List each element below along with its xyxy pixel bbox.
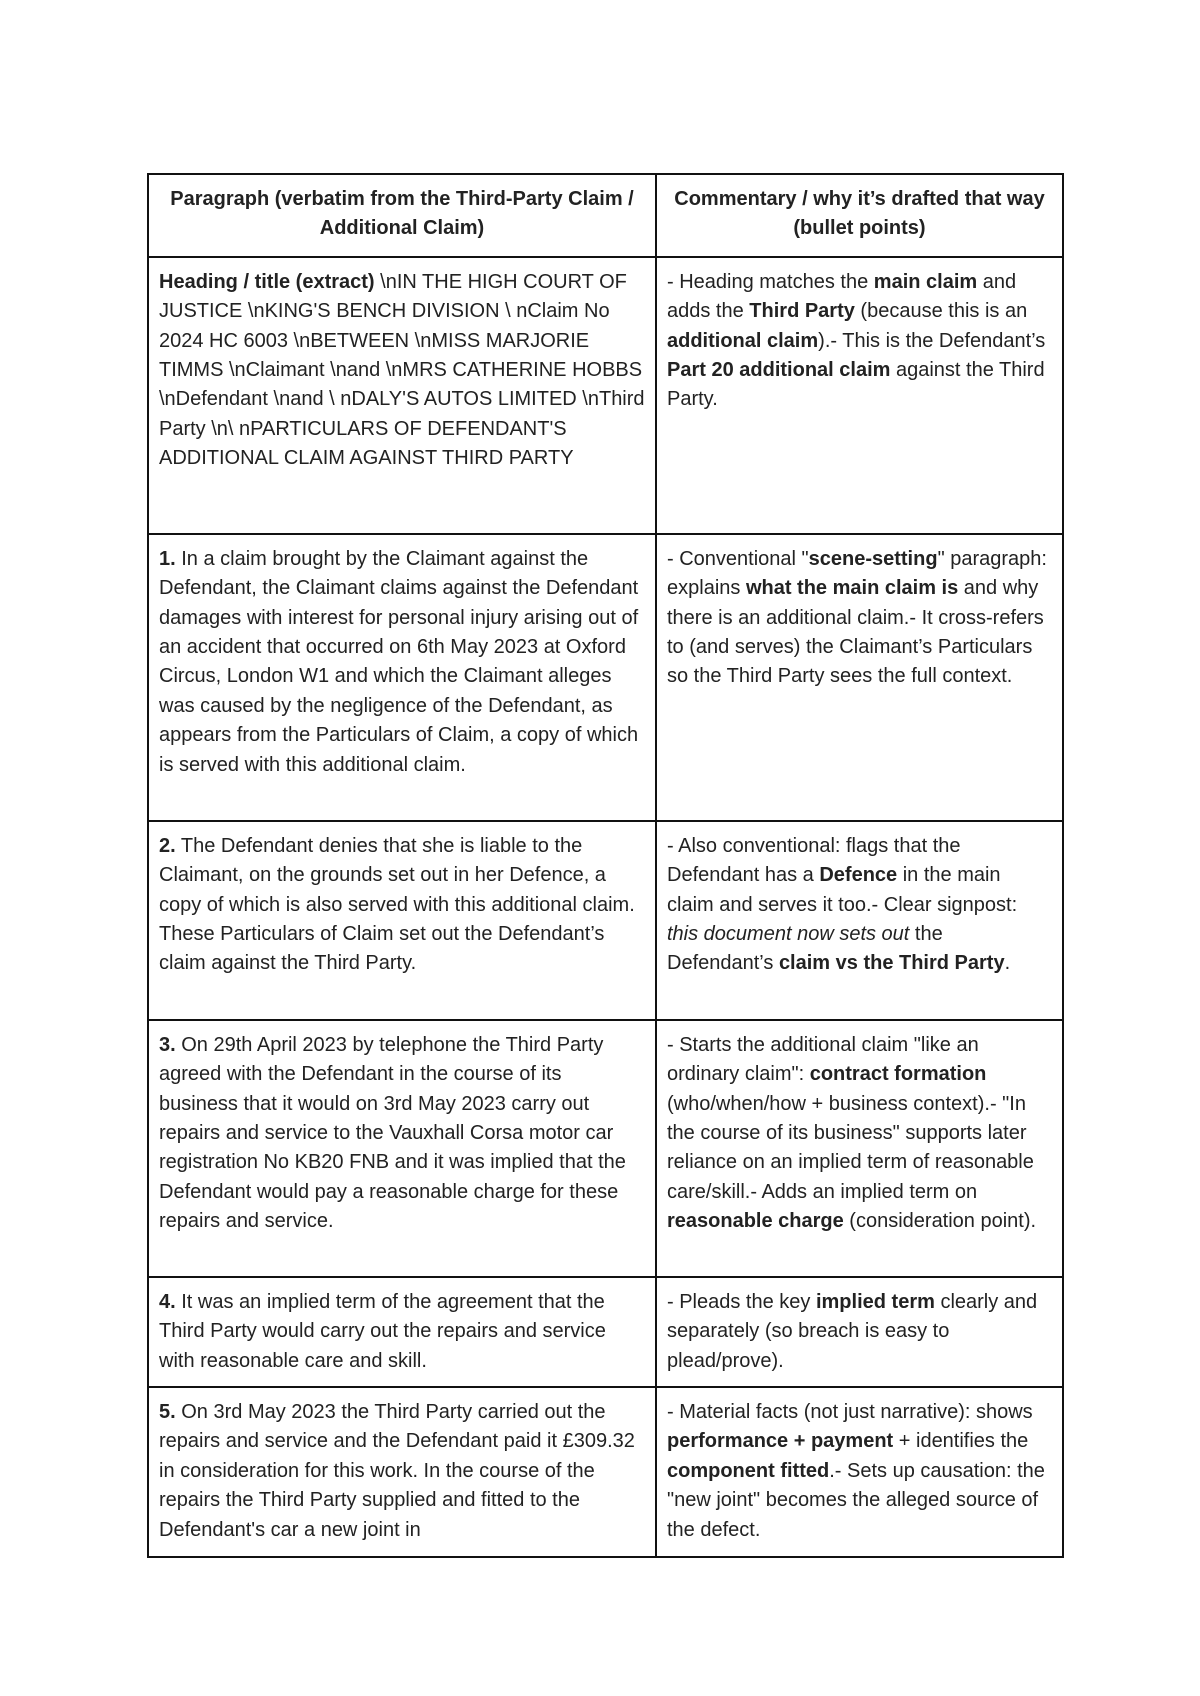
text-run: and why there is an additional claim.- It cross-refers to (and serves) the Claimant’s Particulars so the Third Party sees the full context. [667, 577, 1044, 688]
text-run: The Defendant denies that she is liable to the Claimant, on the grounds set out in her Defence, a copy of which is also served with this additional claim. These Particulars of Claim set out the Defendant’s claim against the Third Party. [159, 834, 635, 975]
bold-text: Defence [819, 864, 898, 887]
paragraph-cell [148, 1387, 656, 1557]
text-run: clearly and separately (so breach is easy to plead/prove). [667, 1290, 1038, 1372]
table-row [148, 1277, 1063, 1387]
paragraph-cell [148, 1020, 656, 1277]
text-run: - Pleads the key [667, 1290, 816, 1313]
text-run: (consideration point). [843, 1210, 1037, 1233]
text-run: It was an implied term of the agreement that the Third Party would carry out the repairs and service with reasonable care and skill. [159, 1290, 606, 1372]
header-commentary: Commentary / why it’s drafted that way (bullet points) [656, 174, 1063, 257]
text-run: On 29th April 2023 by telephone the Third Party agreed with the Defendant in the course of its business that it would on 3rd May 2023 carry out repairs and service to the Vauxhall Corsa motor car registration No KB20 FNB and it was implied that the Defendant would pay a reasonable charge for these repairs and service. [159, 1033, 626, 1233]
commentary-cell [656, 1387, 1063, 1557]
commentary-cell [656, 534, 1063, 821]
bold-text: component fitted [667, 1459, 830, 1482]
text-run: - Heading matches the [667, 270, 874, 293]
commentary-cell [656, 1020, 1063, 1277]
header-paragraph: Paragraph (verbatim from the Third-Party Claim / Additional Claim) [148, 174, 656, 257]
italic-text: this document now sets out [667, 923, 910, 946]
bold-text: Heading / title (extract) [159, 270, 375, 293]
bold-text: claim vs the Third Party [778, 952, 1005, 975]
bold-text: Part 20 additional claim [667, 359, 891, 382]
text-run: ).- This is the Defendant’s [818, 329, 1046, 352]
table-row [148, 1020, 1063, 1277]
commentary-cell [656, 1277, 1063, 1387]
text-run: in the main claim and serves it too.- Clear signpost: [667, 864, 1018, 916]
paragraph-cell [148, 257, 656, 534]
text-run: \nIN THE HIGH COURT OF JUSTICE \nKING'S BENCH DIVISION \ nClaim No 2024 HC 6003 \nBETWEEN \nMISS MARJORIE TIMMS \nClaimant \nand \nMRS CATHERINE HOBBS \nDefendant \nand \ nDALY'S AUTOS LIMITED \nThird Party \n\ nPARTICULARS OF DEFENDANT'S ADDITIONAL CLAIM AGAINST THIRD PARTY [159, 270, 645, 470]
bold-text: reasonable charge [667, 1210, 844, 1233]
bold-text: main claim [873, 270, 978, 293]
bold-text: 1. [159, 547, 176, 570]
text-run: + identifies the [893, 1430, 1029, 1453]
commentary-cell [656, 821, 1063, 1020]
bold-text: 5. [159, 1401, 176, 1424]
text-run: (because this is an [854, 300, 1028, 323]
text-run: - Conventional " [667, 547, 809, 570]
bold-text: performance + payment [667, 1430, 894, 1453]
bold-text: 3. [159, 1033, 176, 1056]
bold-text: contract formation [809, 1063, 987, 1086]
bold-text: implied term [815, 1290, 935, 1313]
text-run: - Also conventional: flags that the Defendant has a [667, 834, 961, 887]
text-run: .- Sets up causation: the "new joint" becomes the alleged source of the defect. [667, 1459, 1045, 1541]
paragraph-commentary-table [147, 173, 1064, 1558]
table-row [148, 1387, 1063, 1557]
table-row [148, 821, 1063, 1020]
text-run: On 3rd May 2023 the Third Party carried out the repairs and service and the Defendant paid it £309.32 in consideration for this work. In the course of the repairs the Third Party supplied and fitted to the Defendant's car a new joint in [159, 1401, 635, 1541]
text-run: - Starts the additional claim "like an ordinary claim": [667, 1033, 979, 1086]
text-run: In a claim brought by the Claimant against the Defendant, the Claimant claims against the Defendant damages with interest for personal injury arising out of an accident that occurred on 6th May 2023 at Oxford Circus, London W1 and which the Claimant alleges was caused by the negligence of the Defendant, as appears from the Particulars of Claim, a copy of which is served with this additional claim. [159, 547, 639, 776]
bold-text: 2. [159, 834, 176, 857]
bold-text: what the main claim is [745, 577, 959, 600]
bold-text: additional claim [667, 329, 819, 352]
paragraph-cell [148, 534, 656, 821]
bold-text: scene-setting [808, 547, 938, 570]
text-run: . [1004, 952, 1011, 975]
table-row [148, 534, 1063, 821]
bold-text: 4. [159, 1290, 176, 1313]
commentary-cell [656, 257, 1063, 534]
paragraph-cell [148, 1277, 656, 1387]
paragraph-cell [148, 821, 656, 1020]
text-run: and adds the [667, 270, 1017, 323]
bold-text: Third Party [749, 300, 855, 323]
text-run: the Defendant’s [667, 923, 943, 975]
table-row [148, 257, 1063, 534]
text-run: (who/when/how + business context).- "In the course of its business" supports later reliance on an implied term of reasonable care/skill.- Adds an implied term on [667, 1092, 1034, 1203]
text-run: " paragraph: explains [667, 547, 1047, 600]
table-header-row [148, 174, 1063, 257]
text-run: against the Third Party. [667, 359, 1045, 411]
text-run: - Material facts (not just narrative): shows [667, 1401, 1033, 1424]
